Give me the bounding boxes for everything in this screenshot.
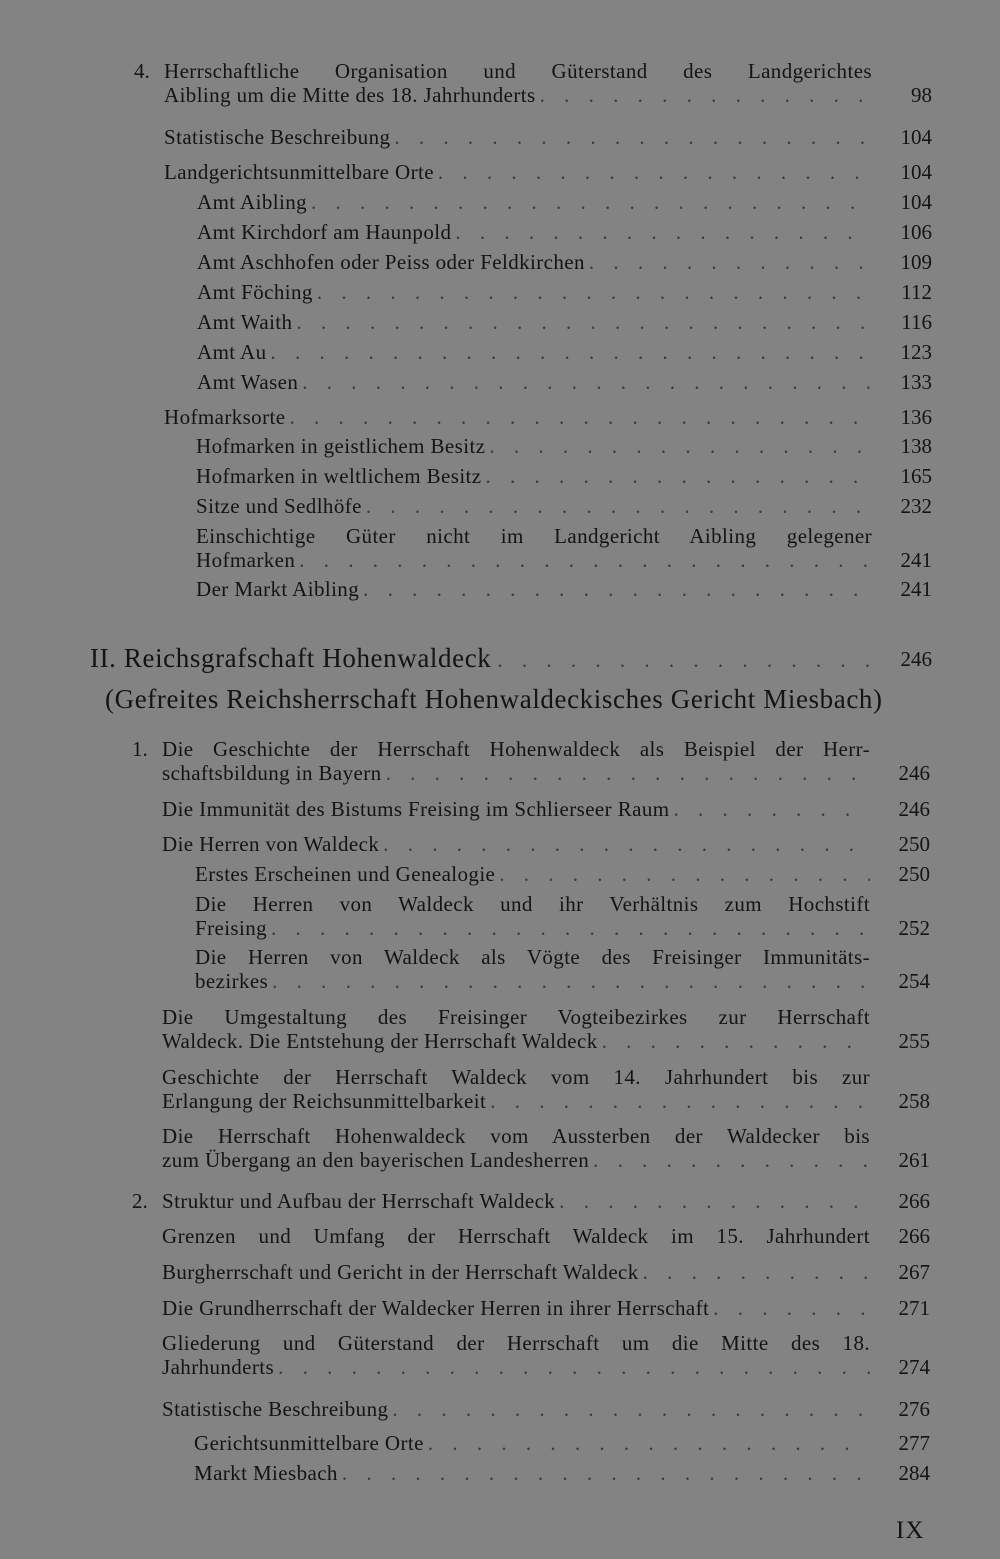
part-heading bbox=[90, 643, 872, 675]
toc-entry bbox=[197, 310, 872, 334]
dot-leader bbox=[485, 434, 872, 458]
page-ref: 138 bbox=[900, 434, 932, 458]
toc-entry bbox=[197, 340, 872, 364]
page-ref: 112 bbox=[901, 280, 932, 304]
toc-entry bbox=[162, 1260, 870, 1284]
toc-entry-text: Die Geschichte der Herrschaft Hohenwaldeck als Beispiel der Herr- bbox=[162, 737, 870, 761]
dot-leader bbox=[274, 1355, 870, 1379]
toc-entry-text: Die Umgestaltung des Freisinger Vogteibezirkes zur Herrschaft bbox=[162, 1005, 870, 1029]
toc-entry-text: schaftsbildung in Bayern bbox=[162, 761, 382, 785]
toc-entry bbox=[195, 862, 870, 886]
toc-entry-text: Die Herrschaft Hohenwaldeck vom Aussterben der Waldecker bis bbox=[162, 1124, 870, 1148]
dot-leader bbox=[709, 1296, 870, 1320]
toc-entry-text: Hofmarksorte bbox=[164, 405, 286, 429]
page-ref: 254 bbox=[898, 969, 930, 993]
toc-entry-text: Jahrhunderts bbox=[162, 1355, 275, 1379]
toc-entry bbox=[195, 892, 870, 940]
dot-leader bbox=[338, 1461, 870, 1485]
page-ref: 165 bbox=[900, 464, 932, 488]
toc-entry-text: Gerichtsunmittelbare Orte bbox=[194, 1431, 424, 1455]
toc-entry bbox=[195, 945, 870, 993]
toc-entry-text: Amt Aschhofen oder Peiss oder Feldkirchen bbox=[197, 250, 585, 274]
toc-entry bbox=[162, 1296, 870, 1320]
toc-entry bbox=[196, 577, 872, 601]
page-ref: 104 bbox=[900, 190, 932, 214]
toc-entry bbox=[196, 524, 872, 572]
dot-leader bbox=[555, 1189, 870, 1213]
toc-entry bbox=[196, 464, 872, 488]
page-ref: 276 bbox=[898, 1397, 930, 1421]
toc-entry bbox=[162, 1224, 870, 1248]
toc-entry-text: Die Herren von Waldeck als Vögte des Freisinger Immunitäts- bbox=[195, 945, 870, 969]
page-ref: 241 bbox=[900, 548, 932, 572]
toc-entry bbox=[162, 1065, 870, 1113]
toc-entry-text: Aibling um die Mitte des 18. Jahrhunderts bbox=[164, 83, 536, 107]
toc-entry-text: Amt Aibling bbox=[197, 190, 307, 214]
toc-entry-text: Markt Miesbach bbox=[194, 1461, 338, 1485]
toc-entry bbox=[164, 125, 872, 149]
dot-leader bbox=[268, 969, 870, 993]
toc-entry-chapter-2 bbox=[162, 1189, 870, 1213]
toc-entry-text: Hofmarken in weltlichem Besitz bbox=[196, 464, 482, 488]
toc-entry bbox=[194, 1431, 870, 1455]
dot-leader bbox=[295, 548, 872, 572]
toc-entry-text: Amt Waith bbox=[197, 310, 293, 334]
dot-leader bbox=[536, 83, 872, 107]
dot-leader bbox=[362, 494, 872, 518]
page-ref: 266 bbox=[898, 1189, 930, 1213]
dot-leader bbox=[382, 761, 870, 785]
toc-entry-text: Die Herren von Waldeck bbox=[162, 832, 380, 856]
dot-leader bbox=[307, 190, 872, 214]
page-ref: 104 bbox=[900, 160, 932, 184]
toc-entry-text: Amt Wasen bbox=[197, 370, 299, 394]
page-ref: 232 bbox=[900, 494, 932, 518]
toc-entry bbox=[196, 434, 872, 458]
page-ref: 98 bbox=[911, 83, 932, 107]
page-ref: 136 bbox=[900, 405, 932, 429]
toc-entry bbox=[164, 160, 872, 184]
page-ref: 250 bbox=[898, 832, 930, 856]
page-ref: 246 bbox=[898, 797, 930, 821]
toc-entry bbox=[162, 1397, 870, 1421]
page-ref: 116 bbox=[901, 310, 932, 334]
toc-entry-text: Erstes Erscheinen und Genealogie bbox=[195, 862, 496, 886]
toc-entry-text: Statistische Beschreibung bbox=[162, 1397, 389, 1421]
toc-entry-text: Hofmarken bbox=[196, 548, 296, 572]
dot-leader bbox=[598, 1029, 870, 1053]
page-ref: 271 bbox=[898, 1296, 930, 1320]
dot-leader bbox=[313, 280, 872, 304]
toc-entry-text: Burgherrschaft und Gericht in der Herrschaft Waldeck bbox=[162, 1260, 639, 1284]
page-ref: 250 bbox=[898, 862, 930, 886]
toc-entry-text: Geschichte der Herrschaft Waldeck vom 14. Jahrhundert bis zur bbox=[162, 1065, 870, 1089]
dot-leader bbox=[434, 160, 872, 184]
dot-leader bbox=[379, 832, 870, 856]
toc-entry bbox=[197, 220, 872, 244]
toc-entry-text: Gliederung und Güterstand der Herrschaft um die Mitte des 18. bbox=[162, 1331, 870, 1355]
toc-entry-text: Erlangung der Reichsunmittelbarkeit bbox=[162, 1089, 487, 1113]
page-number: IX bbox=[896, 1517, 925, 1544]
toc-entry-text: Freising bbox=[195, 916, 268, 940]
page-ref: 255 bbox=[898, 1029, 930, 1053]
toc-entry bbox=[162, 797, 870, 821]
toc-entry-text: Grenzen und Umfang der Herrschaft Waldeck im 15. Jahrhundert bbox=[162, 1224, 870, 1248]
toc-entry-text: Sitze und Sedlhöfe bbox=[196, 494, 362, 518]
dot-leader bbox=[482, 464, 872, 488]
toc-entry-text: Der Markt Aibling bbox=[196, 577, 360, 601]
toc-entry-text: zum Übergang an den bayerischen Landesherren bbox=[162, 1148, 590, 1172]
page-ref: 267 bbox=[898, 1260, 930, 1284]
toc-entry bbox=[162, 1005, 870, 1053]
page-ref: 252 bbox=[898, 916, 930, 940]
dot-leader bbox=[267, 340, 873, 364]
dot-leader bbox=[486, 1089, 870, 1113]
dot-leader bbox=[424, 1431, 870, 1455]
toc-entry-text: bezirkes bbox=[195, 969, 269, 993]
page-ref: 277 bbox=[898, 1431, 930, 1455]
toc-entry-text: Amt Föching bbox=[197, 280, 313, 304]
part-subheading: (Gefreites Reichsherrschaft Hohenwaldeckisches Gericht Miesbach) bbox=[105, 684, 883, 714]
toc-entry-text: Struktur und Aufbau der Herrschaft Waldeck bbox=[162, 1189, 556, 1213]
toc-entry bbox=[164, 405, 872, 429]
dot-leader bbox=[298, 370, 872, 394]
toc-entry bbox=[162, 832, 870, 856]
page-ref: 266 bbox=[898, 1224, 930, 1248]
dot-leader bbox=[359, 577, 872, 601]
dot-leader bbox=[639, 1260, 870, 1284]
page-ref: 246 bbox=[898, 761, 930, 785]
toc-entry-text: Einschichtige Güter nicht im Landgericht Aibling gelegener bbox=[196, 524, 872, 548]
dot-leader bbox=[451, 220, 872, 244]
dot-leader bbox=[491, 645, 872, 675]
dot-leader bbox=[292, 310, 872, 334]
toc-entry bbox=[197, 280, 872, 304]
toc-entry bbox=[162, 1331, 870, 1379]
page-ref: 246 bbox=[900, 647, 932, 671]
toc-entry bbox=[196, 494, 872, 518]
page-ref: 241 bbox=[900, 577, 932, 601]
toc-entry bbox=[162, 1124, 870, 1172]
dot-leader bbox=[388, 1397, 870, 1421]
toc-entry bbox=[197, 370, 872, 394]
page-ref: 106 bbox=[900, 220, 932, 244]
dot-leader bbox=[390, 125, 872, 149]
page-ref: 258 bbox=[898, 1089, 930, 1113]
toc-entry-text: Amt Au bbox=[197, 340, 267, 364]
page-ref: 261 bbox=[898, 1148, 930, 1172]
page-ref: 123 bbox=[900, 340, 932, 364]
dot-leader bbox=[495, 862, 870, 886]
dot-leader bbox=[589, 1148, 870, 1172]
toc-entry-text: Statistische Beschreibung bbox=[164, 125, 391, 149]
toc-entry bbox=[197, 190, 872, 214]
page-ref: 109 bbox=[900, 250, 932, 274]
toc-entry-text: Waldeck. Die Entstehung der Herrschaft Waldeck bbox=[162, 1029, 598, 1053]
toc-entry-text: Amt Kirchdorf am Haunpold bbox=[197, 220, 452, 244]
entry-number: 4. bbox=[134, 59, 150, 83]
page-ref: 104 bbox=[900, 125, 932, 149]
toc-entry-chapter-1 bbox=[162, 737, 870, 785]
page-ref: 133 bbox=[900, 370, 932, 394]
toc-entry bbox=[197, 250, 872, 274]
part-heading-text: II. Reichsgrafschaft Hohenwaldeck bbox=[90, 643, 492, 673]
page-ref: 284 bbox=[898, 1461, 930, 1485]
toc-entry-section-4 bbox=[164, 59, 872, 107]
page-ref: 274 bbox=[898, 1355, 930, 1379]
toc-entry-text: Herrschaftliche Organisation und Güterstand des Landgerichtes bbox=[164, 59, 872, 83]
dot-leader bbox=[585, 250, 872, 274]
toc-entry-text: Die Grundherrschaft der Waldecker Herren in ihrer Herrschaft bbox=[162, 1296, 710, 1320]
toc-entry-text: Die Immunität des Bistums Freising im Schlierseer Raum bbox=[162, 797, 670, 821]
dot-leader bbox=[669, 797, 870, 821]
toc-entry-text: Die Herren von Waldeck und ihr Verhältnis zum Hochstift bbox=[195, 892, 870, 916]
entry-number: 2. bbox=[132, 1189, 148, 1213]
dot-leader bbox=[285, 405, 872, 429]
toc-entry-text: Landgerichtsunmittelbare Orte bbox=[164, 160, 434, 184]
toc-entry-text: Hofmarken in geistlichem Besitz bbox=[196, 434, 486, 458]
dot-leader bbox=[267, 916, 870, 940]
toc-entry bbox=[194, 1461, 870, 1485]
entry-number: 1. bbox=[132, 737, 148, 761]
